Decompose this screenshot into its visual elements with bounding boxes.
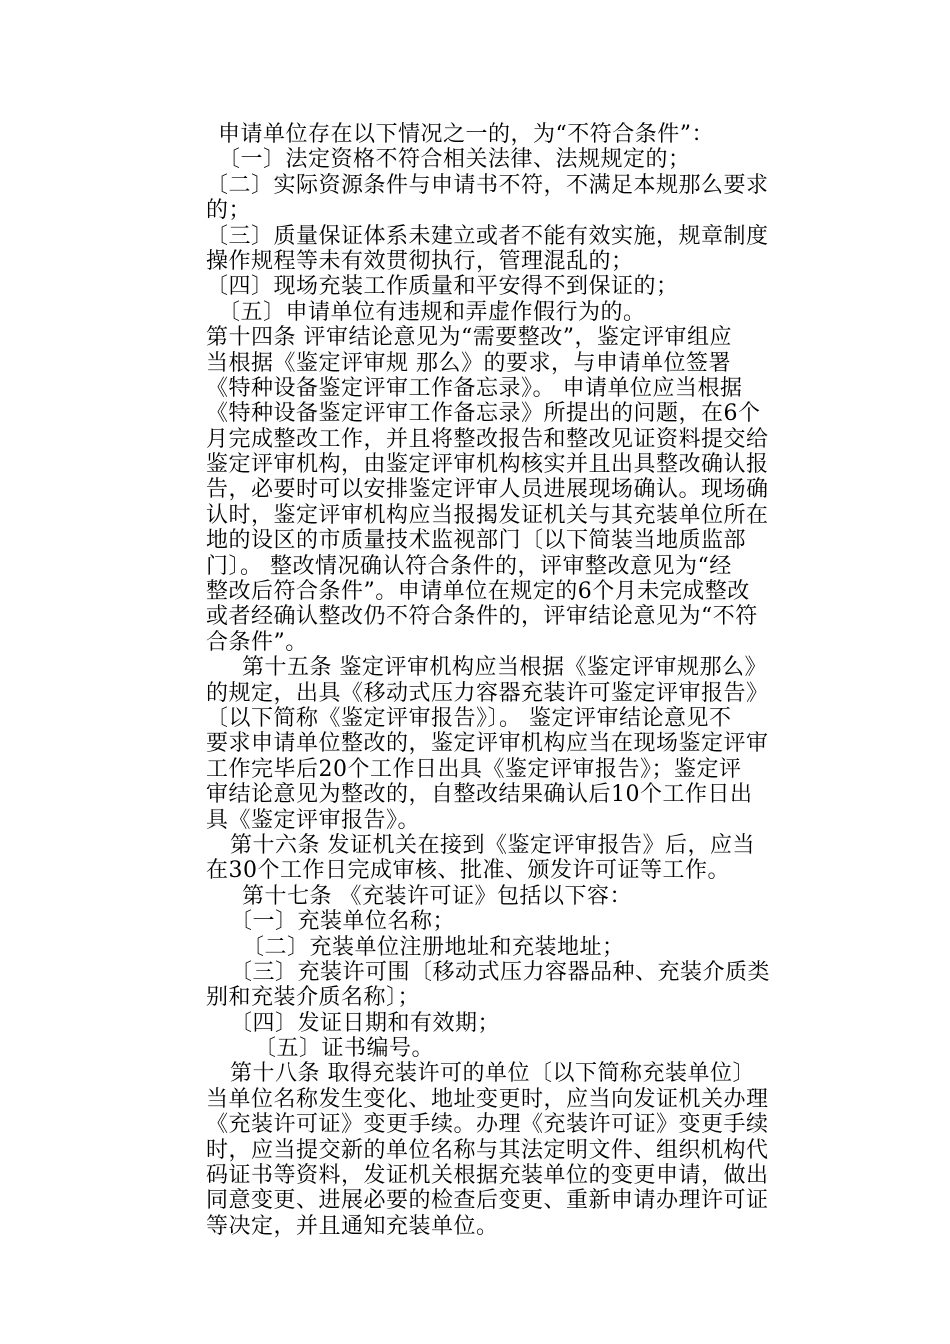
text-line: 的规定，出具《移动式压力容器充装许可鉴定评审报告》	[206, 680, 769, 706]
text-line: 操作规程等未有效贯彻执行，管理混乱的；	[206, 248, 634, 274]
text-line: 时，应当提交新的单位名称与其法定明文件、组织机构代	[206, 1137, 769, 1163]
text-line: 〔一〕充装单位名称；	[230, 909, 456, 935]
text-line: 〔四〕现场充装工作质量和平安得不到保证的；	[206, 274, 679, 300]
text-line: 第十五条 鉴定评审机构应当根据《鉴定评审规那么》	[242, 655, 767, 681]
text-line: 或者经确认整改仍不符合条件的，评审结论意见为“不符	[206, 604, 758, 630]
text-line: 别和充装介质名称〕；	[206, 985, 421, 1011]
text-line: 整改后符合条件”。申请单位在规定的6个月未完成整改	[206, 579, 750, 605]
text-line: 第十七条 《充装许可证》包括以下容：	[242, 883, 632, 909]
text-line: 工作完毕后20个工作日出具《鉴定评审报告》；鉴定评	[206, 756, 742, 782]
text-line: 当单位名称发生变化、地址变更时，应当向发证机关办理	[206, 1086, 769, 1112]
text-line: 《充装许可证》变更手续。办理《充装许可证》变更手续	[206, 1112, 769, 1138]
text-line: 〔四〕发证日期和有效期；	[230, 1010, 501, 1036]
text-line: 的；	[206, 198, 252, 224]
text-line: 《特种设备鉴定评审工作备忘录》。 申请单位应当根据	[206, 375, 743, 401]
text-line: 〔三〕充装许可围〔移动式压力容器品种、充装介质类	[230, 959, 771, 985]
text-line: 〔以下简称《鉴定评审报告》〕。 鉴定评审结论意见不	[206, 705, 732, 731]
text-line: 第十八条 取得充装许可的单位〔以下简称充装单位〕	[230, 1061, 755, 1087]
text-line: 当根据《鉴定评审规 那么》的要求，与申请单位签署	[206, 350, 731, 376]
text-line: 同意变更、进展必要的检查后变更、重新申请办理许可证	[206, 1188, 769, 1214]
text-line: 〔二〕充装单位注册地址和充装地址；	[242, 934, 625, 960]
text-line: 具《鉴定评审报告》。	[206, 807, 421, 833]
text-line: 告，必要时可以安排鉴定评审人员进展现场确认。现场确	[206, 477, 769, 503]
text-line: 月完成整改工作，并且将整改报告和整改见证资料提交给	[206, 426, 769, 452]
text-line: 第十六条 发证机关在接到《鉴定评审报告》后，应当	[230, 832, 755, 858]
text-line: 〔五〕证书编号。	[254, 1036, 435, 1062]
text-line: 第十四条 评审结论意见为“需要整改”，鉴定评审组应	[206, 325, 732, 351]
text-line: 〔二〕实际资源条件与申请书不符，不满足本规那么要求	[206, 172, 769, 198]
text-line: 认时，鉴定评审机构应当报揭发证机关与其充装单位所在	[206, 502, 769, 528]
text-line: 码证书等资料，发证机关根据充装单位的变更申请，做出	[206, 1163, 769, 1189]
text-line: 《特种设备鉴定评审工作备忘录》所提出的问题，在6个	[206, 401, 761, 427]
text-line: 〔三〕质量保证体系未建立或者不能有效实施，规章制度	[206, 223, 769, 249]
text-line: 审结论意见为整改的，自整改结果确认后10个工作日出	[206, 782, 753, 808]
text-line: 地的设区的市质量技术监视部门〔以下简装当地质监部	[206, 528, 747, 554]
text-line: 〔一〕法定资格不符合相关法律、法规规定的；	[218, 147, 691, 173]
text-line: 申请单位存在以下情况之一的，为“不符合条件”：	[218, 122, 714, 147]
text-line: 等决定，并且通知充装单位。	[206, 1213, 499, 1239]
document-body	[206, 122, 806, 1239]
text-line: 在30个工作日完成审核、批准、颁发许可证等工作。	[206, 858, 730, 884]
text-line: 要求申请单位整改的，鉴定评审机构应当在现场鉴定评审	[206, 731, 769, 757]
text-line: 〔五〕申请单位有违规和弄虚作假行为的。	[218, 299, 646, 325]
text-line: 鉴定评审机构，由鉴定评审机构核实并且出具整改确认报	[206, 452, 769, 478]
text-line: 合条件”。	[206, 629, 308, 655]
text-line: 门〕。 整改情况确认符合条件的，评审整改意见为“经	[206, 553, 732, 579]
